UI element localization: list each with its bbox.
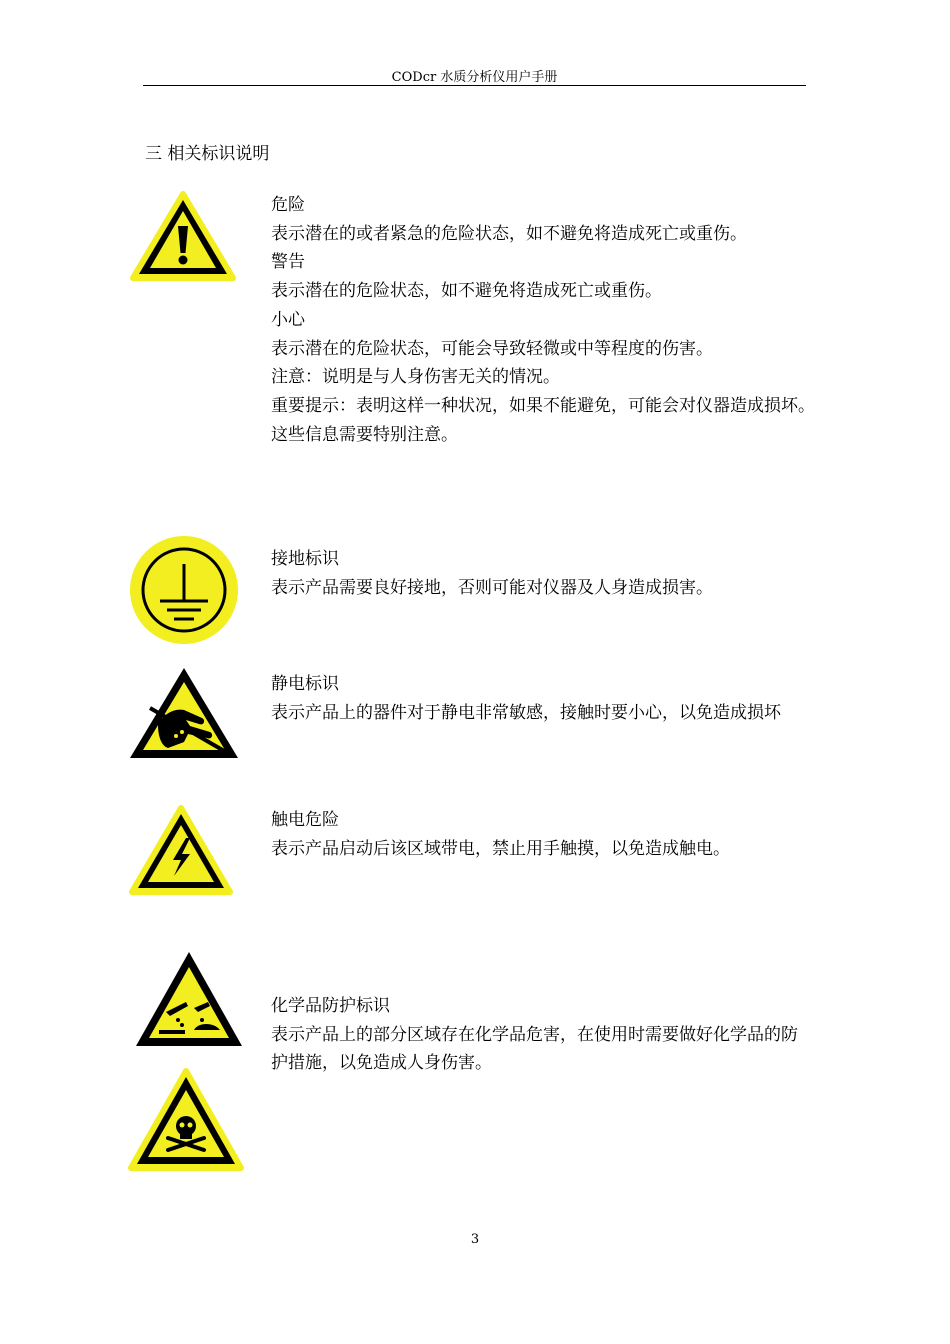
chemical-desc-line-1: 表示产品上的部分区域存在化学品危害，在使用时需要做好化学品的防 <box>271 1024 798 1045</box>
warnings-block <box>271 191 871 449</box>
ground-desc: 表示产品需要良好接地，否则可能对仪器及人身造成损害。 <box>271 577 713 598</box>
warning-label: 警告 <box>271 252 305 273</box>
ground-title: 接地标识 <box>271 549 339 569</box>
section-title: 三 相关标识说明 <box>145 144 270 164</box>
danger-label: 危险 <box>271 195 305 215</box>
caution-desc: 表示潜在的危险状态，可能会导致轻微或中等程度的伤害。 <box>271 338 713 359</box>
ground-icon <box>129 535 239 645</box>
esd-block <box>271 670 871 727</box>
important-line: 重要提示：表明这样一种状况，如果不能避免，可能会对仪器造成损坏。 <box>271 395 815 416</box>
chemical-desc-line-2: 护措施，以免造成人身伤害。 <box>271 1053 492 1074</box>
page-header: CODcr 水质分析仪用户手册 <box>391 70 558 85</box>
important-line-2: 这些信息需要特别注意。 <box>271 424 458 445</box>
chemical-block <box>271 992 871 1078</box>
shock-desc: 表示产品启动后该区域带电，禁止用手触摸，以免造成触电。 <box>271 838 730 859</box>
corrosive-icon <box>134 950 244 1050</box>
toxic-skull-icon <box>128 1068 244 1174</box>
header-rule <box>143 85 806 86</box>
warning-desc: 表示潜在的危险状态，如不避免将造成死亡或重伤。 <box>271 281 662 302</box>
page-number: 3 <box>470 1232 480 1247</box>
caution-label: 小心 <box>271 309 305 330</box>
shock-title: 触电危险 <box>271 810 339 830</box>
esd-icon <box>128 666 240 760</box>
exclamation-warning-icon <box>129 190 237 284</box>
danger-desc: 表示潜在的或者紧急的危险状态，如不避免将造成死亡或重伤。 <box>271 223 747 244</box>
note-line: 注意：说明是与人身伤害无关的情况。 <box>271 367 560 388</box>
electric-shock-icon <box>128 804 234 898</box>
esd-desc: 表示产品上的器件对于静电非常敏感，接触时要小心，以免造成损坏 <box>271 702 781 723</box>
shock-block <box>271 806 871 863</box>
ground-block <box>271 545 871 602</box>
chemical-title: 化学品防护标识 <box>271 996 390 1016</box>
esd-title: 静电标识 <box>271 674 339 694</box>
